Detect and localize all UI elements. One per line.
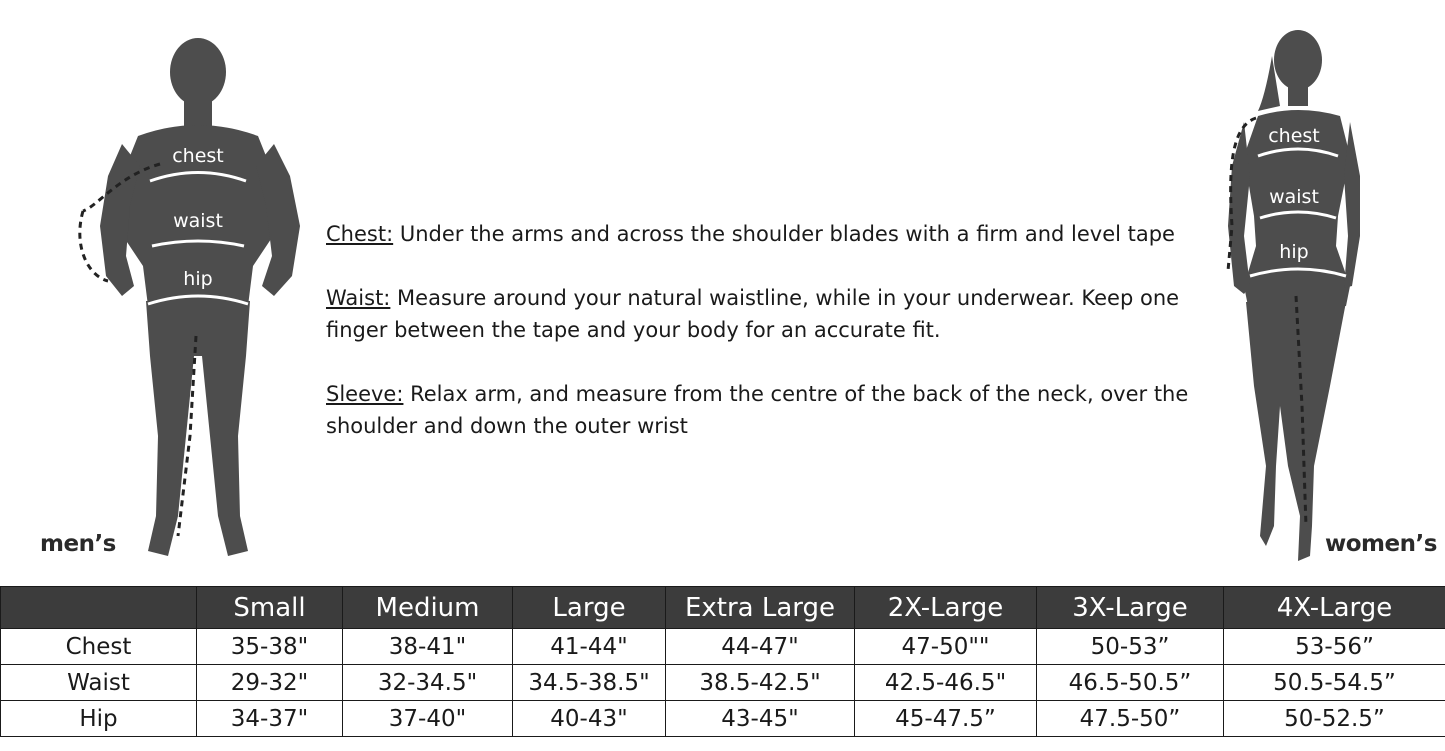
table-cell: 38-41" — [343, 629, 513, 665]
waist-instruction — [326, 282, 1226, 346]
table-cell: 29-32" — [197, 665, 343, 701]
header-blank — [1, 587, 197, 629]
mens-figure — [78, 36, 308, 566]
womens-waist-label: waist — [1269, 186, 1319, 208]
table-row — [1, 665, 1445, 701]
mens-label: men’s — [40, 531, 116, 557]
table-cell: 42.5-46.5" — [855, 665, 1037, 701]
table-cell: 34-37" — [197, 701, 343, 737]
header-extra-large: Extra Large — [666, 587, 855, 629]
womens-silhouette — [1210, 26, 1380, 571]
size-header-row — [1, 587, 1445, 629]
row-label-hip: Hip — [1, 701, 197, 737]
header-3x-large: 3X-Large — [1037, 587, 1224, 629]
table-cell: 47.5-50” — [1037, 701, 1224, 737]
table-cell: 50-53” — [1037, 629, 1224, 665]
table-cell: 43-45" — [666, 701, 855, 737]
table-cell: 34.5-38.5" — [513, 665, 666, 701]
womens-figure — [1210, 26, 1380, 571]
table-cell: 50-52.5” — [1224, 701, 1445, 737]
table-cell: 46.5-50.5” — [1037, 665, 1224, 701]
sleeve-instruction — [326, 378, 1226, 442]
table-cell: 40-43" — [513, 701, 666, 737]
table-cell: 44-47" — [666, 629, 855, 665]
header-small: Small — [197, 587, 343, 629]
table-cell: 45-47.5” — [855, 701, 1037, 737]
measurement-instructions — [326, 218, 1226, 474]
table-cell: 50.5-54.5” — [1224, 665, 1445, 701]
size-chart-table — [0, 586, 1445, 737]
row-label-waist: Waist — [1, 665, 197, 701]
table-cell: 35-38" — [197, 629, 343, 665]
table-row — [1, 701, 1445, 737]
table-cell: 47-50"" — [855, 629, 1037, 665]
table-cell: 41-44" — [513, 629, 666, 665]
row-label-chest: Chest — [1, 629, 197, 665]
chest-instruction — [326, 218, 1226, 250]
header-large: Large — [513, 587, 666, 629]
mens-chest-label: chest — [172, 145, 224, 167]
table-cell: 37-40" — [343, 701, 513, 737]
table-row — [1, 629, 1445, 665]
header-medium: Medium — [343, 587, 513, 629]
womens-label: women’s — [1325, 531, 1437, 557]
mens-silhouette — [78, 36, 308, 566]
mens-waist-label: waist — [173, 210, 223, 232]
chest-term: Chest: — [326, 222, 394, 246]
waist-term: Waist: — [326, 286, 391, 310]
sleeve-term: Sleeve: — [326, 382, 404, 406]
womens-hip-label: hip — [1279, 241, 1309, 263]
chest-text: Under the arms and across the shoulder blades with a firm and level tape — [393, 222, 1175, 246]
womens-chest-label: chest — [1268, 125, 1320, 147]
table-cell: 32-34.5" — [343, 665, 513, 701]
header-2x-large: 2X-Large — [855, 587, 1037, 629]
mens-hip-label: hip — [183, 268, 213, 290]
table-cell: 53-56” — [1224, 629, 1445, 665]
sleeve-text: Relax arm, and measure from the centre of the back of the neck, over the shoulder and down the outer wrist — [326, 382, 1189, 438]
table-cell: 38.5-42.5" — [666, 665, 855, 701]
header-4x-large: 4X-Large — [1224, 587, 1445, 629]
waist-text: Measure around your natural waistline, while in your underwear. Keep one finger between the tape and your body for an accurate fit. — [326, 286, 1180, 342]
